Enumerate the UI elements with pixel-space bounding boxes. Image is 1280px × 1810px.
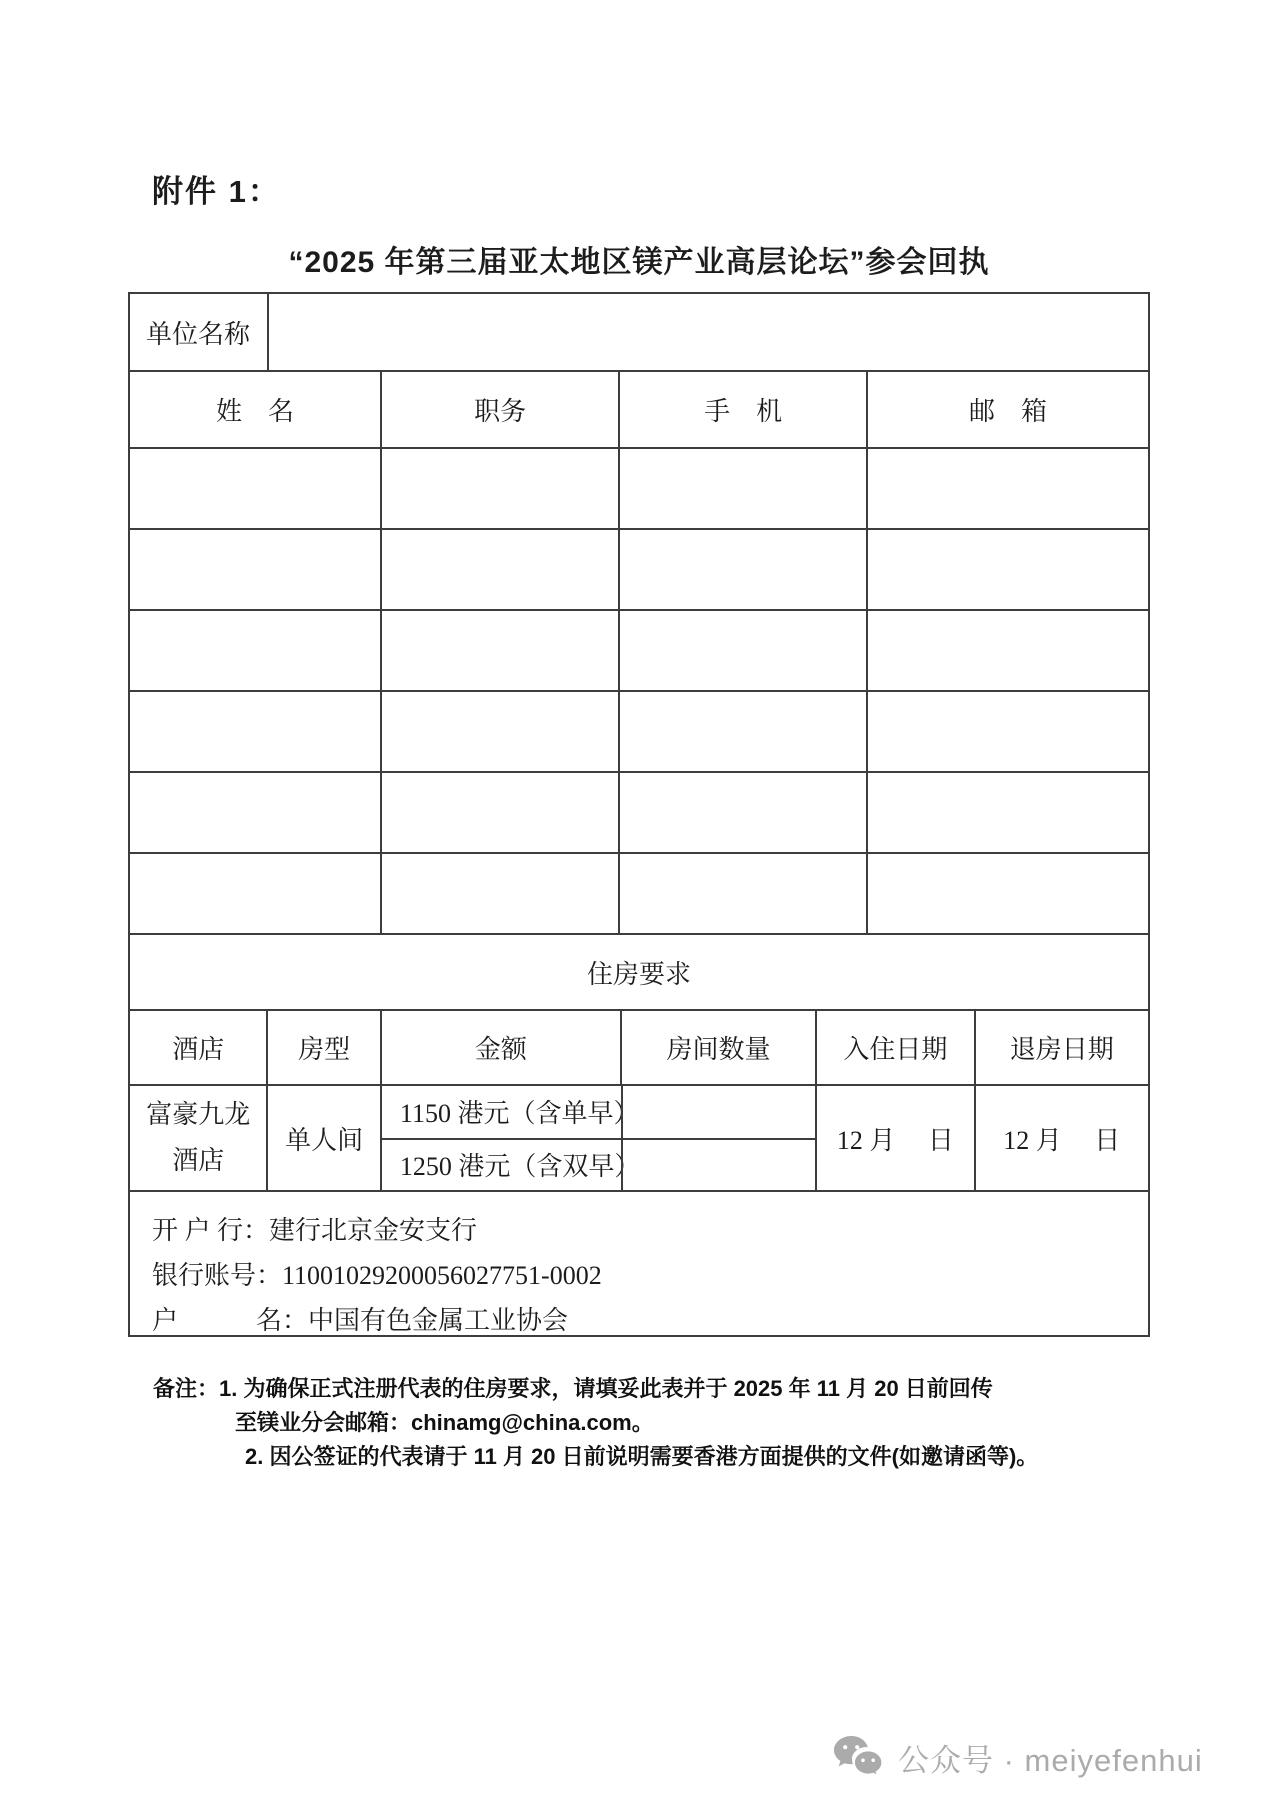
header-hotel: 酒店 [172,1035,225,1064]
note-line-1: 备注：1. 为确保正式注册代表的住房要求，请填妥此表并于 2025 年 11 月 20 日前回传 [153,1376,993,1401]
attendee-mobile-cell [618,611,866,690]
header-email: 邮 箱 [866,372,1148,447]
attendee-name-cell [130,449,380,528]
attendee-position-cell [380,611,618,690]
attendee-position-cell [380,692,618,771]
attendee-empty-row [130,447,1148,528]
bank-branch-line: 开 户 行：建行北京金安支行 [152,1216,478,1245]
checkin-date-cell: 12 月 日 [815,1086,973,1190]
header-name: 姓 名 [216,397,295,426]
attachment-label: 附件 1： [152,174,281,209]
header-checkout: 退房日期 [974,1011,1148,1084]
attendee-mobile-cell [618,530,866,609]
attendee-name-cell [130,692,380,771]
housing-section-title: 住房要求 [130,933,1148,1009]
bank-info-block [130,1190,1148,1336]
footer-watermark [832,1734,1203,1780]
attendee-empty-row [130,609,1148,690]
price-row-1 [382,1086,815,1138]
housing-header-row [130,1009,1148,1084]
wechat-icon [832,1734,884,1780]
price-option-1: 1150 港元（含单早） [399,1099,640,1129]
note-line-3: 2. 因公签证的代表请于 11 月 20 日前说明需要香港方面提供的文件(如邀请函等)。 [245,1444,1039,1469]
attendee-mobile-cell [618,449,866,528]
checkout-date-cell: 12 月 日 [974,1086,1148,1190]
attendee-position-cell [380,449,618,528]
hotel-name-cell [130,1086,266,1190]
header-amount: 金额 [380,1011,620,1084]
attendee-email-cell [866,449,1148,528]
attendee-empty-row [130,852,1148,933]
attendee-mobile-cell [618,773,866,852]
attendee-name-cell [130,530,380,609]
attendee-email-cell [866,854,1148,933]
room-type-cell: 单人间 [266,1086,380,1190]
notes-block [153,1372,1183,1474]
price-option-2: 1250 港元（含双早） [399,1152,641,1182]
unit-name-row [130,294,1148,370]
attendee-name-cell [130,611,380,690]
watermark-text: 公众号 · meiyefenhui [898,1742,1203,1778]
account-holder-line: 户 名：中国有色金属工业协会 [152,1306,569,1335]
header-room-count: 房间数量 [620,1011,815,1084]
attendee-name-cell [130,854,380,933]
attendee-header-row [130,370,1148,447]
attendee-name-cell [130,773,380,852]
room-count-cell-2 [621,1140,815,1190]
attendee-empty-row [130,528,1148,609]
hotel-name-line2: 酒店 [172,1146,225,1175]
bank-account-line: 银行账号：11001029200056027751-0002 [152,1261,602,1290]
attendee-mobile-cell [618,692,866,771]
attendee-email-cell [866,530,1148,609]
attendee-email-cell [866,773,1148,852]
attendee-email-cell [866,611,1148,690]
header-mobile: 手 机 [618,372,866,447]
room-count-cell-1 [621,1086,815,1138]
attendee-email-cell [866,692,1148,771]
header-room-type: 房型 [266,1011,380,1084]
attendee-mobile-cell [618,854,866,933]
attendee-empty-row [130,771,1148,852]
unit-name-label: 单位名称 [146,319,251,349]
registration-form-table [128,292,1150,1337]
note-line-2: 至镁业分会邮箱：chinamg@china.com。 [235,1410,654,1435]
price-and-count-cells [380,1086,815,1190]
price-row-2 [382,1138,815,1190]
hotel-name-line1: 富豪九龙 [146,1100,251,1129]
page-title: “2025 年第三届亚太地区镁产业高层论坛”参会回执 [288,246,990,279]
hotel-data-row [130,1084,1148,1190]
attendee-empty-row [130,690,1148,771]
header-position: 职务 [380,372,618,447]
attendee-position-cell [380,773,618,852]
attendee-position-cell [380,530,618,609]
unit-name-value-cell [267,294,1148,370]
attendee-position-cell [380,854,618,933]
header-checkin: 入住日期 [815,1011,973,1084]
